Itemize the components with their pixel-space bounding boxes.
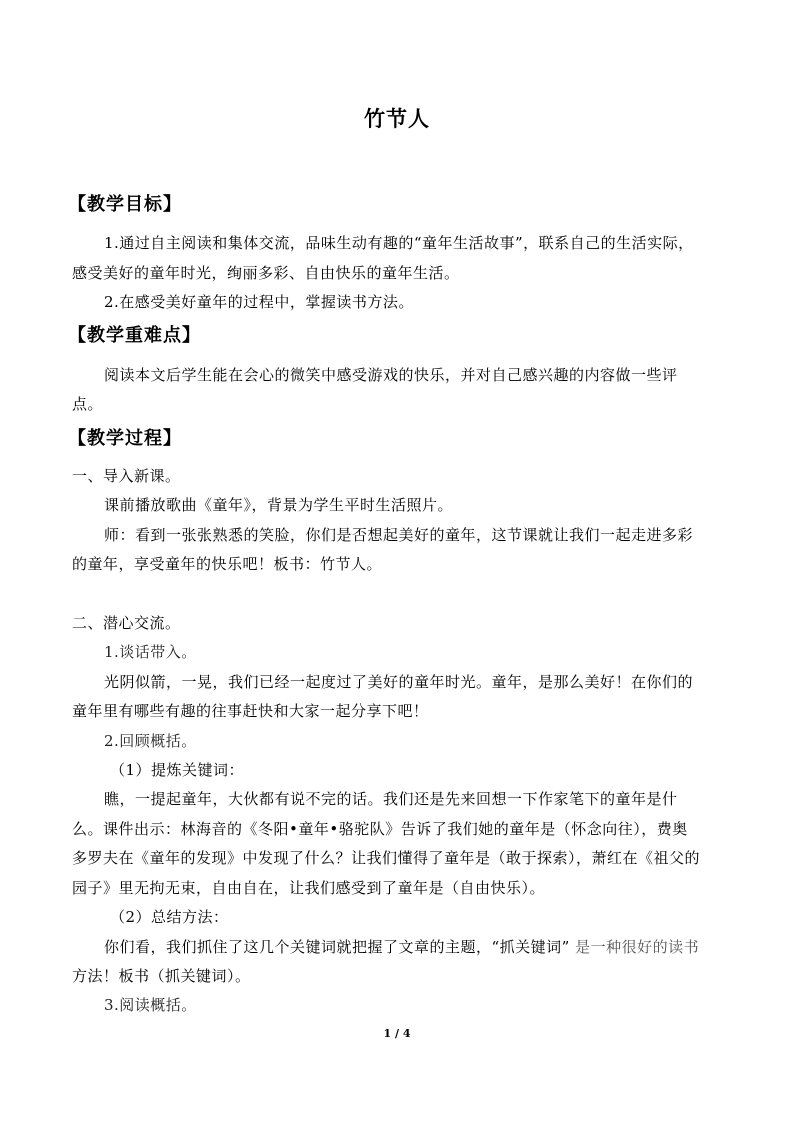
sub-step: 2.回顾概括。 bbox=[104, 732, 197, 750]
section-heading-process: 【教学过程】 bbox=[68, 428, 182, 449]
paragraph-line: 童年里有哪些有趣的往事赶快和大家一起分享下吧！ bbox=[72, 702, 429, 720]
paragraph-line: 的童年，享受童年的快乐吧！板书：竹节人。 bbox=[72, 555, 383, 573]
paragraph-line bbox=[104, 936, 699, 957]
sub-step: 3.阅读概括。 bbox=[104, 996, 197, 1014]
step-heading: 二、潜心交流。 bbox=[72, 614, 181, 632]
section-heading-difficulties: 【教学重难点】 bbox=[68, 325, 201, 346]
paragraph-line: 1.通过自主阅读和集体交流，品味生动有趣的“童年生活故事”，联系自己的生活实际， bbox=[104, 234, 694, 252]
paragraph-line: 感受美好的童年时光，绚丽多彩、自由快乐的童年生活。 bbox=[72, 264, 460, 282]
paragraph-line: 师：看到一张张熟悉的笑脸，你们是否想起美好的童年，这节课就让我们一起走进多彩 bbox=[104, 526, 694, 544]
sub-step: （1）提炼关键词： bbox=[110, 761, 245, 779]
paragraph-text: 你们看，我们抓住了这几个关键词就把握了文章的主题，“抓关键词” bbox=[104, 938, 576, 956]
paragraph-line: 多罗夫在《童年的发现》中发现了什么？让我们懂得了童年是（敢于探索），萧红在《祖父的 bbox=[72, 849, 701, 867]
page-title: 竹节人 bbox=[364, 106, 430, 131]
paragraph-line: 光阴似箭，一晃，我们已经一起度过了美好的童年时光。童年，是那么美好！在你们的 bbox=[104, 673, 694, 691]
sub-step: 1.谈话带入。 bbox=[104, 643, 197, 661]
paragraph-line: 阅读本文后学生能在会心的微笑中感受游戏的快乐，并对自己感兴趣的内容做一些评 bbox=[104, 366, 678, 384]
paragraph-line: 课前播放歌曲《童年》，背景为学生平时生活照片。 bbox=[104, 496, 454, 514]
sub-step: （2）总结方法： bbox=[110, 908, 229, 926]
paragraph-line: 点。 bbox=[72, 395, 104, 413]
paragraph-line: 瞧，一提起童年，大伙都有说不完的话。我们还是先来回想一下作家笔下的童年是什 bbox=[104, 790, 678, 808]
step-heading: 一、导入新课。 bbox=[72, 467, 181, 485]
paragraph-line: 么。课件出示：林海音的《冬阳•童年•骆驼队》告诉了我们她的童年是（怀念向往），费奥 bbox=[72, 820, 688, 838]
paragraph-line: 2.在感受美好童年的过程中，掌握读书方法。 bbox=[104, 293, 414, 311]
paragraph-line: 方法！板书（抓关键词）。 bbox=[72, 967, 251, 985]
paragraph-line: 园子》里无拘无束，自由自在，让我们感受到了童年是（自由快乐）。 bbox=[72, 879, 546, 897]
paragraph-text-accent: 是一种很好的读书 bbox=[575, 938, 700, 956]
page-number: 1 / 4 bbox=[383, 1027, 411, 1040]
section-heading-goals: 【教学目标】 bbox=[68, 194, 182, 215]
